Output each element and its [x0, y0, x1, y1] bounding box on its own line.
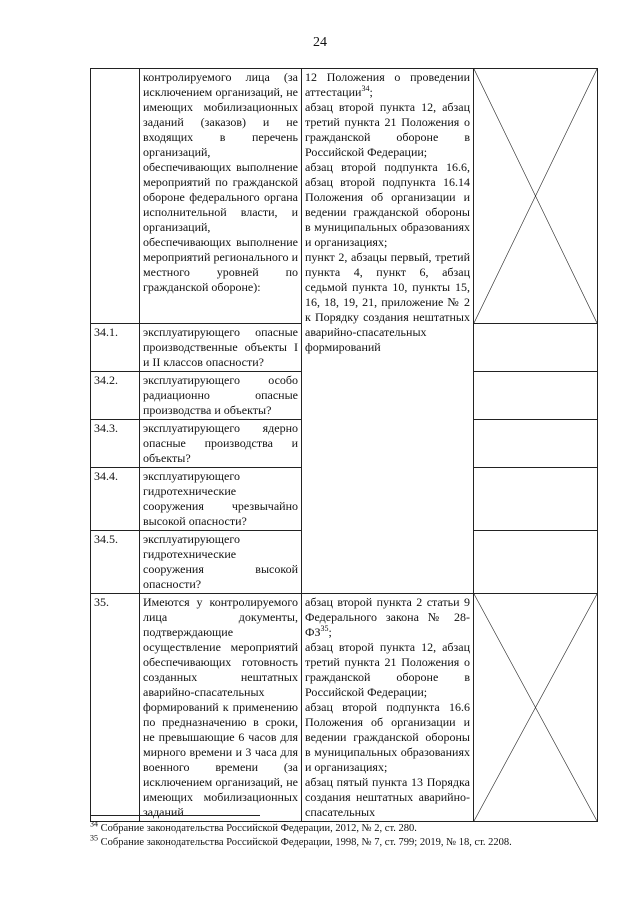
row-number: 34.1.: [91, 324, 140, 372]
footnote-34: $^{34}$ Собрание законодательства Российской Федерации, 2012, № 2, ст. 280.: [90, 819, 417, 834]
row-description: эксплуатирующего ядерно опасные производства и объекты?: [140, 420, 302, 468]
answer-cells: [474, 420, 598, 468]
row-description: Имеются у контролируемого лица документы, подтверждающие осуществление мероприятий обеспечивающих готовность созданных нештатных аварийно-спасательных формирований к применению по предназначению в сроки, не превышающие 6 часов для мирного времени и 3 часа для военного времени (за исключением организаций, не имеющих мобилизационных заданий: [140, 594, 302, 822]
cross-mark-icon: [474, 594, 597, 821]
row-description: эксплуатирующего особо радиационно опасные производства и объекты?: [140, 372, 302, 420]
footnotes: [90, 819, 512, 850]
row-number: 34.2.: [91, 372, 140, 420]
row-number: 34.3.: [91, 420, 140, 468]
legal-basis-cell: 12 Положения о проведении аттестации$^{34}$; абзац второй пункта 12, абзац третий пункта 21 Положения о гражданской обороне в Российской Федерации; абзац второй подпункта 16.6, абзац второй подпункта 16.14 Положения об организации и ведении гражданской обороны в муниципальных образованиях и организациях; пункт 2, абзацы первый, третий пункта 4, пункт 6, абзац седьмой пункта 10, пункты 15, 16, 18, 19, 21, приложение № 2 к Порядку создания нештатных аварийно-спасательных формирований: [302, 69, 474, 594]
page-number: 24: [313, 35, 327, 50]
row-description: эксплуатирующего гидротехнические сооружения высокой опасности?: [140, 531, 302, 594]
footnote-35: $^{35}$ Собрание законодательства Российской Федерации, 1998, № 7, ст. 799; 2019, № 18, ст. 2208.: [90, 833, 512, 848]
answer-cells: [474, 531, 598, 594]
row-number: 34.5.: [91, 531, 140, 594]
row-description: эксплуатирующего опасные производственные объекты I и II классов опасности?: [140, 324, 302, 372]
table-row: [91, 69, 598, 324]
footnote-divider: [90, 815, 260, 816]
crossed-out-cell: [474, 594, 598, 822]
checklist-table: [90, 68, 598, 822]
answer-cells: [474, 372, 598, 420]
cross-mark-icon: [474, 69, 597, 323]
crossed-out-cell: [474, 69, 598, 324]
row-number: [91, 69, 140, 324]
legal-basis-cell: абзац второй пункта 2 статьи 9 Федерального закона № 28-ФЗ$^{35}$; абзац второй пункта 12, абзац третий пункта 21 Положения о гражданской обороне в Российской Федерации; абзац второй подпункта 16.6 Положения об организации и ведении гражданской обороны в муниципальных образованиях и организациях; абзац пятый пункта 13 Порядка создания нештатных аварийно-спасательных: [302, 594, 474, 822]
row-number: 35.: [91, 594, 140, 822]
answer-cells: [474, 324, 598, 372]
row-description: контролируемого лица (за исключением организаций, не имеющих мобилизационных заданий (заказов) и не входящих в перечень организаций, обеспечивающих выполнение мероприятий по гражданской обороне федерального органа исполнительной власти, и организаций, обеспечивающих выполнение мероприятий регионального и местного уровней по гражданской обороне):: [140, 69, 302, 324]
table-row: [91, 594, 598, 822]
answer-cells: [474, 468, 598, 531]
row-number: 34.4.: [91, 468, 140, 531]
row-description: эксплуатирующего гидротехнические сооружения чрезвычайно высокой опасности?: [140, 468, 302, 531]
